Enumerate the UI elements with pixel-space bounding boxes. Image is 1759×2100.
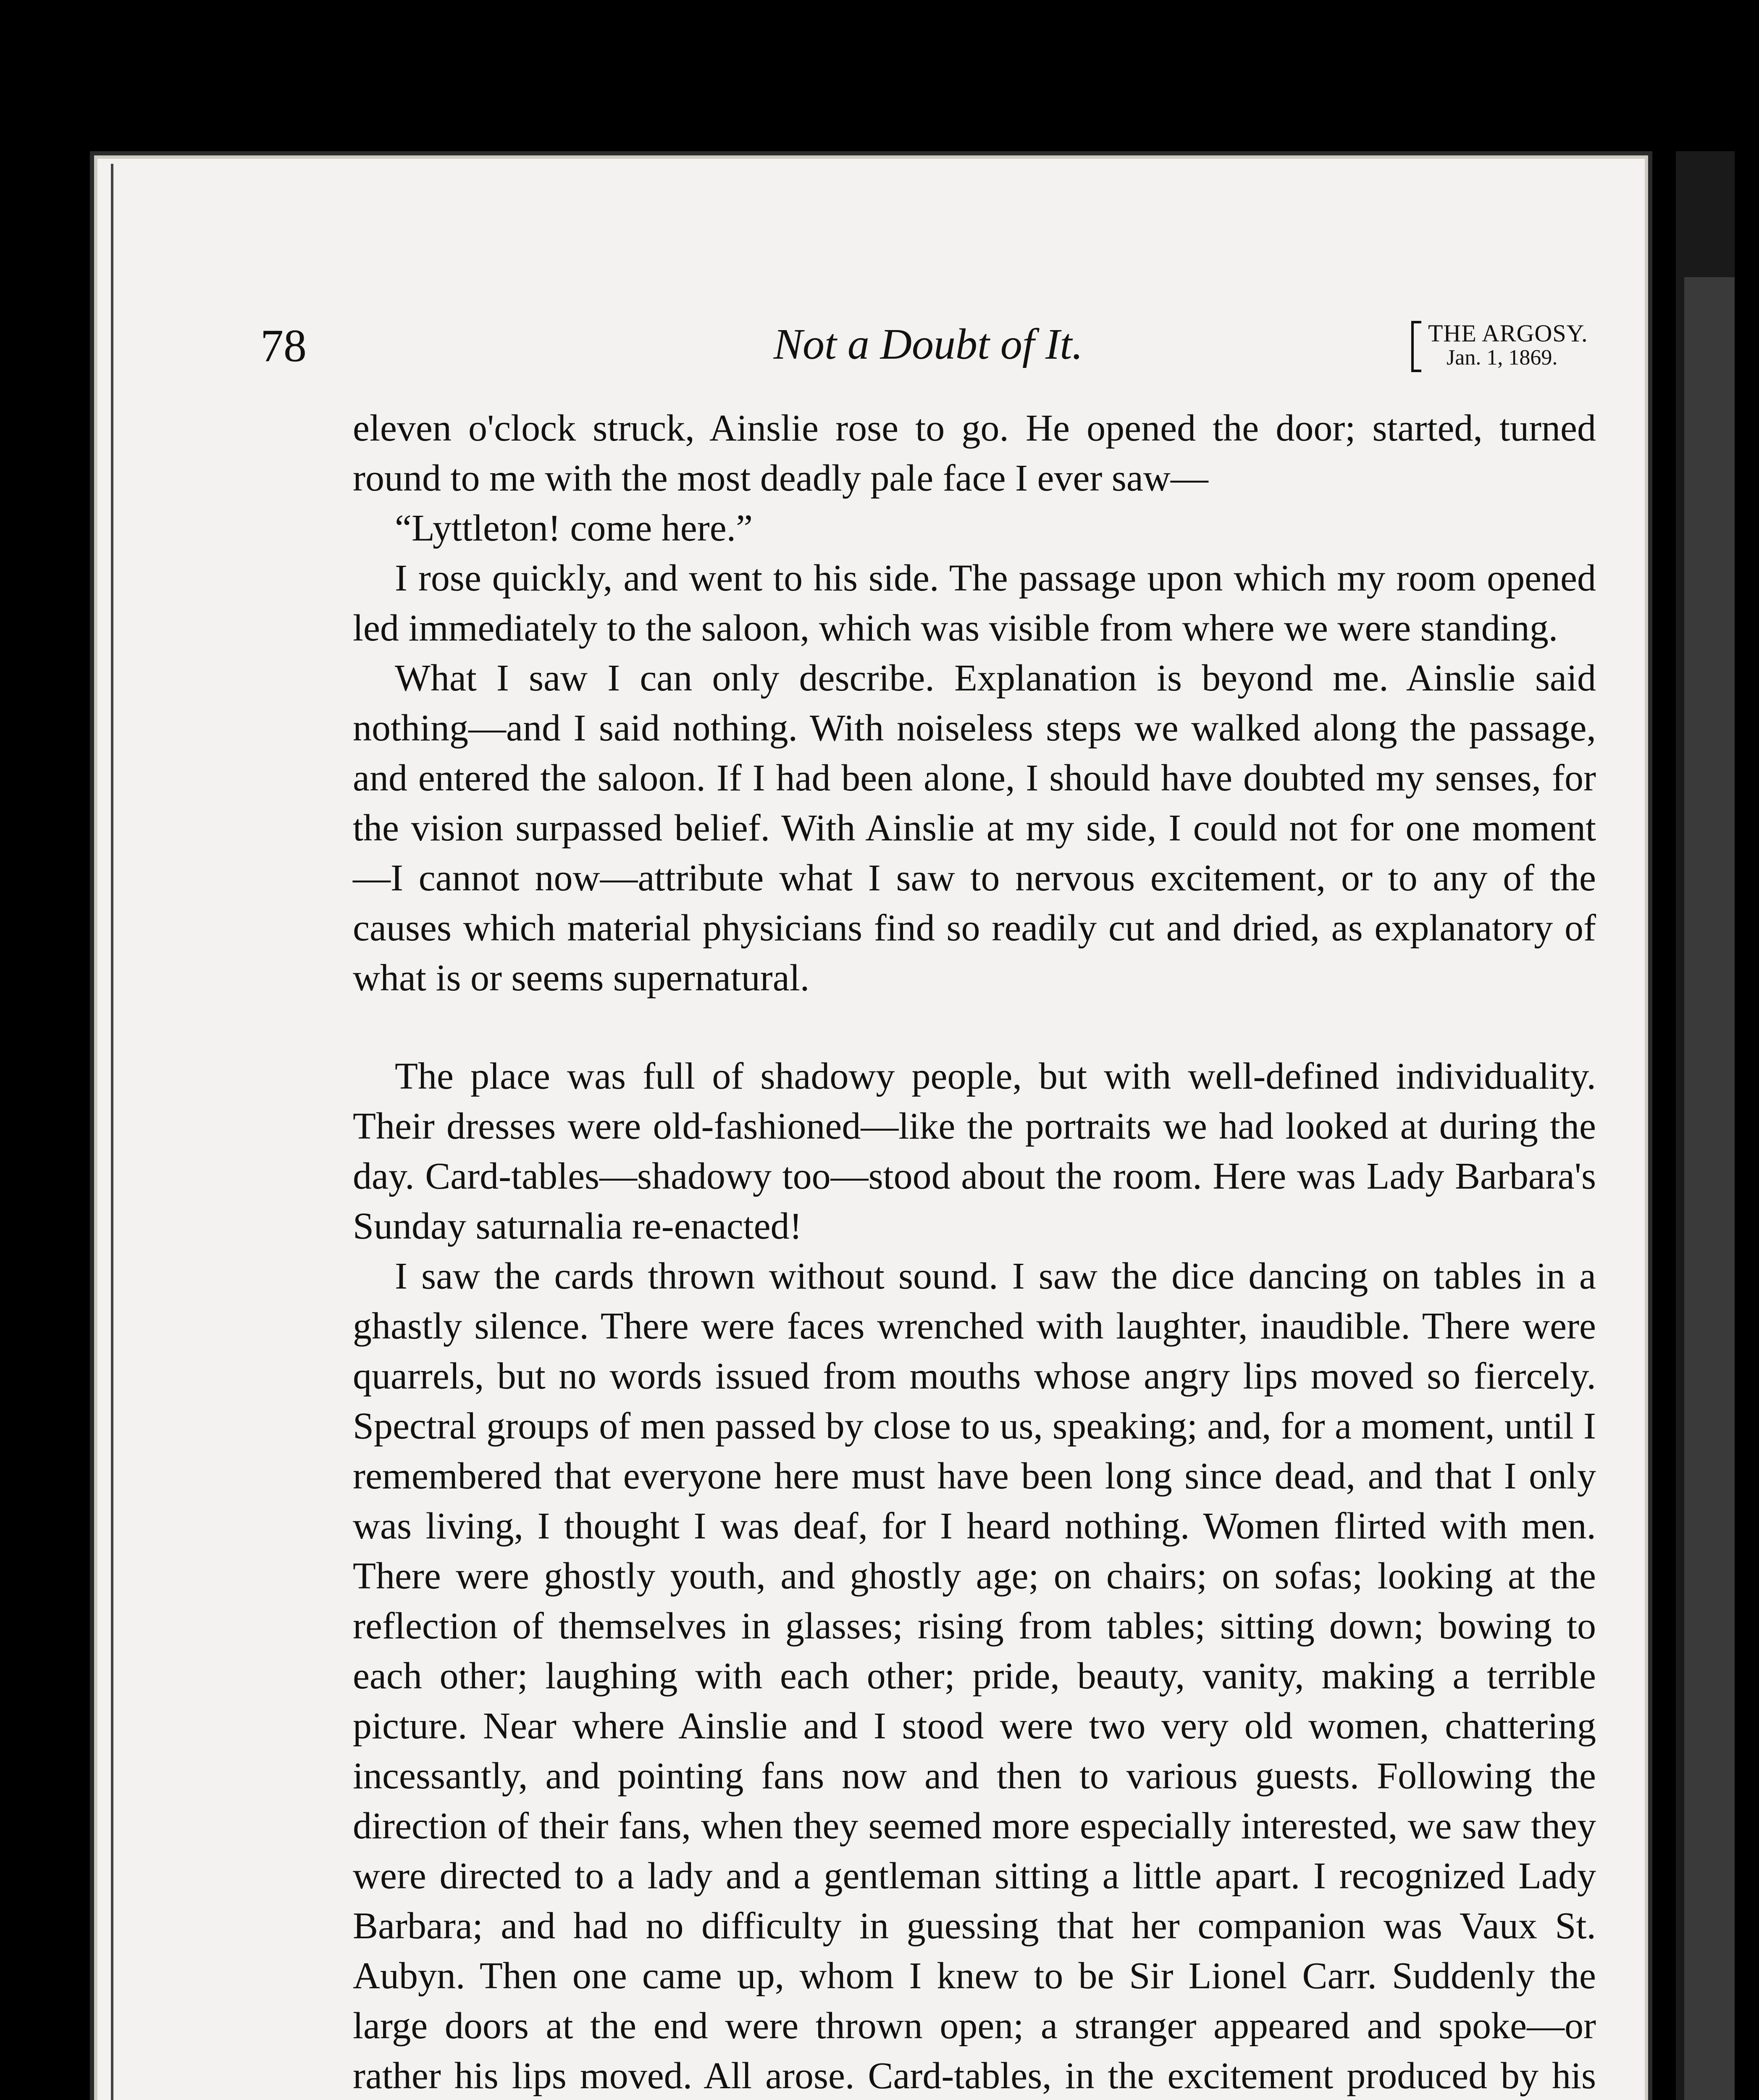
- paragraph: I rose quickly, and went to his side. The passage upon which my room opened led immediately to the saloon, which was visible from where we were standing.: [353, 557, 1596, 649]
- paragraph: eleven o'clock struck, Ainslie rose to go. He opened the door; started, turned round to me with the most deadly pale face I ever saw—: [353, 407, 1596, 499]
- paragraph: “Lyttleton! come here.”: [395, 507, 753, 549]
- adjacent-page-edge: [1676, 151, 1735, 2100]
- journal-name: THE ARGOSY.: [1428, 320, 1588, 347]
- page-number: 78: [260, 320, 307, 371]
- body-text: [353, 403, 1596, 2100]
- running-title: Not a Doubt of It.: [773, 320, 1083, 368]
- journal-date: Jan. 1, 1869.: [1447, 346, 1558, 370]
- paragraph: The place was full of shadowy people, but with well-defined individuality. Their dresses were old-fashioned—like the portraits we had looked at during the day. Card-tables—shadowy too—stood about the room. Here was Lady Barbara's Sunday saturnalia re-enacted!: [353, 1055, 1596, 1247]
- journal-citation: [1411, 319, 1596, 382]
- page-header: [260, 319, 1596, 386]
- paragraph: I saw the cards thrown without sound. I saw the dice dancing on tables in a ghastly silence. There were faces wrenched with laughter, inaudible. There were quarrels, but no words issued from mouths whose angry lips moved so fiercely. Spectral groups of men passed by close to us, speaking; and, for a moment, until I remembered that everyone here must have been long since dead, and that I only was living, I thought I was deaf, for I heard nothing. Women flirted with men. There were ghostly youth, and ghostly age; on chairs; on sofas; looking at the reflection of themselves in glasses; rising from tables; sitting down; bowing to each other; laughing with each other; pride, beauty, vanity, making a terrible picture. Near where Ainslie and I stood were two very old women, chattering incessantly, and pointing fans now and then to various guests. Following the direction of their fans, when they seemed more especially interested, we saw they were directed to a lady and a gentleman sitting a little apart. I recognized Lady Barbara; and had no difficulty in guessing that her companion was Vaux St. Aubyn. Then one came up, whom I knew to be Sir Lionel Carr. Suddenly the large doors at the end were thrown open; a stranger appeared and spoke—or rather his lips moved. All arose. Card-tables, in the excitement produced by his: [353, 1255, 1596, 2097]
- paragraph: What I saw I can only describe. Explanation is beyond me. Ainslie said nothing—and I said nothing. With noiseless steps we walked along the passage, and entered the saloon. If I had been alone, I should have doubted my senses, for the vision surpassed belief. With Ainslie at my side, I could not for one moment—I cannot now—attribute what I saw to nervous excitement, or to any of the causes which material physicians find so readily cut and dried, as explanatory of what is or seems supernatural.: [353, 657, 1596, 999]
- bracket-mark: [1411, 321, 1421, 372]
